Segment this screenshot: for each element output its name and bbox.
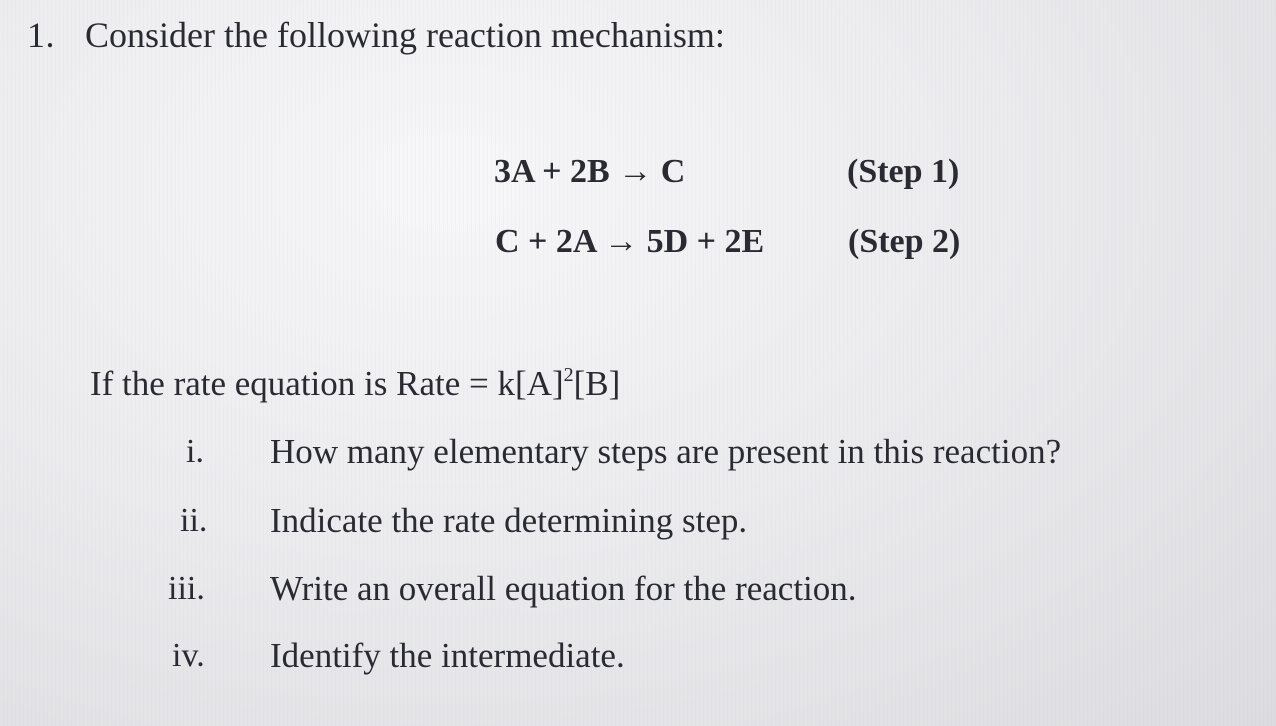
rate-exponent: 2 xyxy=(563,364,574,386)
sub-question-numeral: iii. xyxy=(168,570,205,607)
rate-equation-suffix: [B] xyxy=(573,364,621,403)
rate-equation-prefix: If the rate equation is Rate = k[A] xyxy=(90,364,564,403)
step-1-label: (Step 1) xyxy=(847,153,960,190)
sub-question-numeral: iv. xyxy=(172,637,205,674)
sub-question-numeral: i. xyxy=(186,433,204,470)
sub-question-text: Indicate the rate determining step. xyxy=(270,501,748,540)
step-2-label: (Step 2) xyxy=(848,223,961,260)
sub-question-text: Identify the intermediate. xyxy=(270,636,625,675)
step-1-equation: 3A + 2B → C xyxy=(494,153,686,190)
question-number: 1. xyxy=(27,15,55,55)
sub-question-text: How many elementary steps are present in this reaction? xyxy=(270,432,1062,471)
rate-equation-statement xyxy=(90,364,620,404)
sub-question-numeral: ii. xyxy=(180,502,208,539)
step-2-equation: C + 2A → 5D + 2E xyxy=(495,223,765,260)
question-prompt: Consider the following reaction mechanism: xyxy=(85,15,725,55)
sub-question-text: Write an overall equation for the reaction. xyxy=(270,569,857,608)
